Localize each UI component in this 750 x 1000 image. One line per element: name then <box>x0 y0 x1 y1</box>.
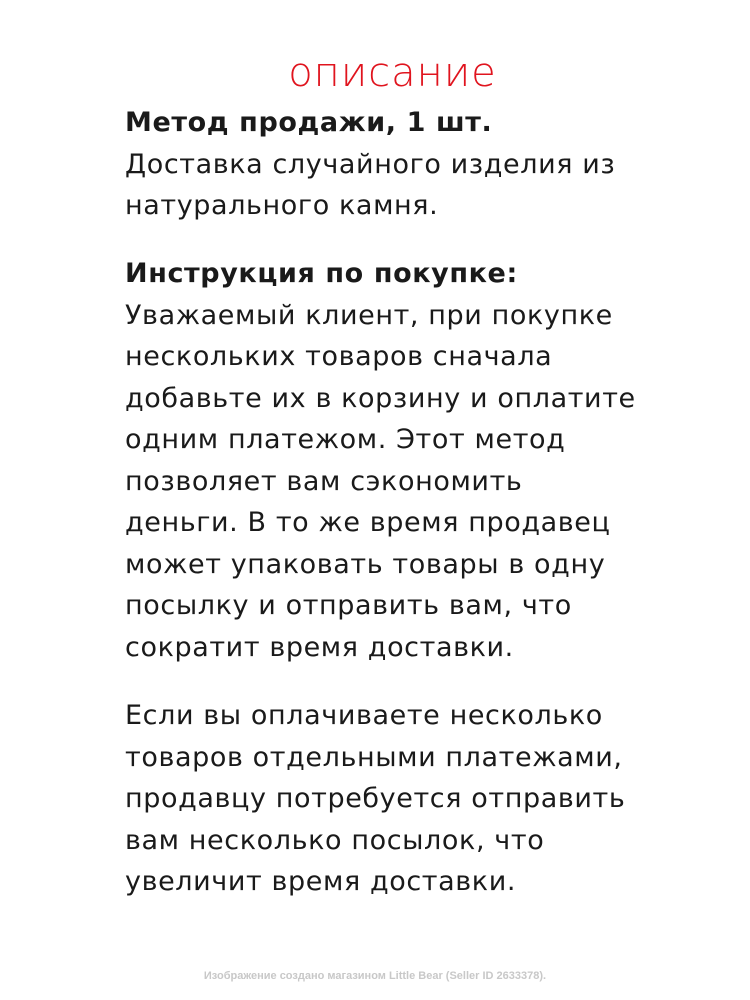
purchase-instructions-section <box>125 253 710 668</box>
separate-payment-text: Если вы оплачиваете несколько товаров отдельными платежами, продавцу потребуется отправить вам несколько посылок, что увеличит время доставки. <box>125 700 626 897</box>
sale-method-text: Доставка случайного изделия из натурального камня. <box>125 148 616 221</box>
footer-credit: Изображение создано магазином Little Bear (Seller ID 2633378). <box>203 970 547 982</box>
purchase-instructions-heading: Инструкция по покупке: <box>125 258 518 289</box>
sale-method-section <box>125 102 710 227</box>
sale-method-heading: Метод продажи, 1 шт. <box>125 107 493 138</box>
purchase-instructions-text: Уважаемый клиент, при покупке нескольких товаров сначала добавьте их в корзину и оплатите одним платежом. Этот метод позволяет вам сэкономить деньги. В то же время продавец может упаковать товары в одну посылку и отправить вам, что сократит время доставки. <box>125 299 636 663</box>
separate-payment-section <box>125 695 710 903</box>
page-title: описание <box>288 50 497 96</box>
